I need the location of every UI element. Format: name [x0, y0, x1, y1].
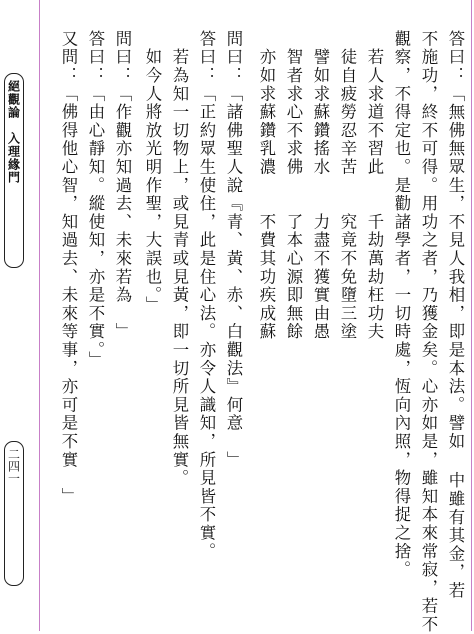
- text-column: 答曰：「由心靜知。縱使知，亦是不實。」: [86, 30, 105, 370]
- text-column: 答曰：「無佛無眾生，不見人我相，即是本法。譬如 中雖有其金，若: [446, 30, 465, 600]
- text-column: 觀察，不得定也。是勸諸學者，一切時處，恆向內照，物得捉之捨。: [392, 30, 411, 579]
- text-column: 若人求道不習此 千劫萬劫枉功夫: [365, 30, 384, 342]
- text-column: 若為知一切物上，或見青或見黃，即一切所見皆無實。: [170, 30, 189, 488]
- text-column: 答曰：「正約眾生使住，此是住心法。亦令人識知，所見皆不實。: [197, 30, 216, 561]
- text-column: 亦如求蘇鑽乳濃 不費其功疾成蘇: [257, 30, 276, 342]
- page-number-tab: [4, 441, 24, 586]
- text-column: 問曰：「作觀亦知過去、未來若為 」: [113, 30, 132, 342]
- text-column: 如今人將放光明作聖，大誤也。」: [143, 30, 162, 315]
- text-column: 智者求心不求佛 了本心源即無餘: [284, 30, 303, 342]
- text-column: 又問：「佛得他心智，知過去、未來等事，亦可是不實 」: [59, 30, 78, 506]
- text-column: 問曰：「諸佛聖人說『青、黃、赤、白觀法』何意 」: [224, 30, 243, 470]
- page-left-border: [39, 0, 40, 631]
- book-title-tab: [4, 73, 24, 268]
- text-column: 徒自疲勞忍辛苦 究竟不免墮三塗: [338, 30, 357, 342]
- page-number: 二四一: [6, 448, 21, 484]
- page-right-border: [471, 0, 472, 631]
- book-title: 絕觀論 入理緣門: [6, 80, 21, 184]
- text-column: 譬如求蘇鑽搖水 力盡不獲實由愚: [311, 30, 330, 342]
- text-column: 不施功，終不可得。用功之者，乃獲金矣。心亦如是，雖知本來常寂，若不: [419, 30, 438, 634]
